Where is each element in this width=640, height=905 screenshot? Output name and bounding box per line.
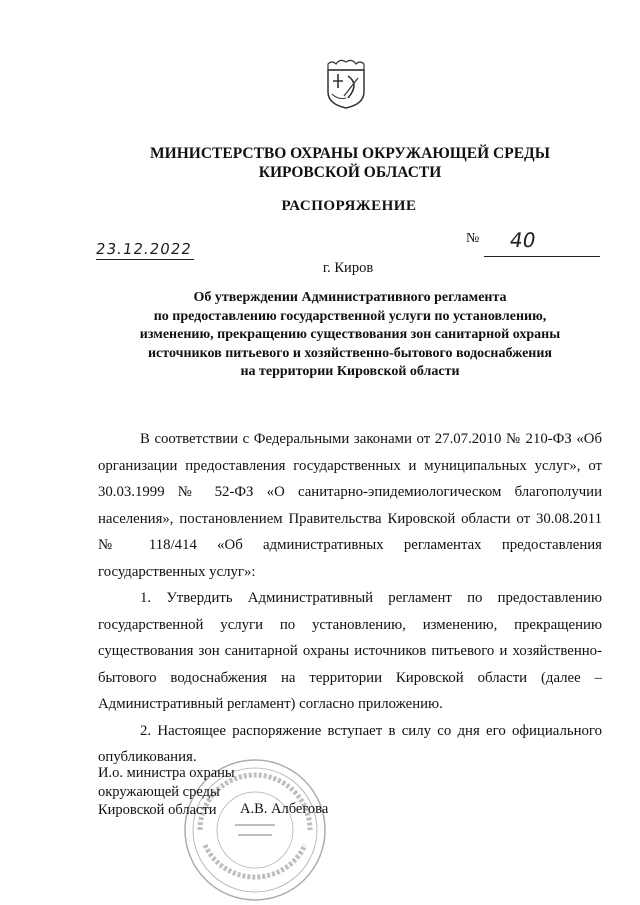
signature-line-2: окружающей среды <box>98 783 220 800</box>
signature-line-3: Кировской области <box>98 802 217 818</box>
ministry-line-1: МИНИСТЕРСТВО ОХРАНЫ ОКРУЖАЮЩЕЙ СРЕДЫ <box>150 145 550 162</box>
subject-line-2: по предоставлению государственной услуги по установлению, <box>153 308 547 324</box>
preamble-paragraph: В соответствии с Федеральными законами от 27.07.2010 № 210-ФЗ «Об организации предоставления государственных и муниципальных услуг», от 30.03.1999 № 52-ФЗ «О санитарно-эпидемиологическом благополучии населения», постановлением Правительства Кировской области от 30.08.2011 № 118/414 «Об административных регламентах предоставления государственных услуг»: <box>98 431 602 580</box>
signature-line-1: И.о. министра охраны <box>98 765 235 781</box>
ministry-header <box>0 144 640 182</box>
signatory-name: А.В. Албегова <box>240 801 329 817</box>
subject-line-1: Об утверждении Административного регламента <box>193 290 507 305</box>
order-body <box>98 426 602 771</box>
order-number: 40 <box>507 228 538 252</box>
signature-block <box>98 764 235 820</box>
ministry-line-2: КИРОВСКОЙ ОБЛАСТИ <box>258 164 442 181</box>
item-2-paragraph: 2. Настоящее распоряжение вступает в силу со дня его официального опубликования. <box>98 722 602 765</box>
subject-line-4: источников питьевого и хозяйственно-бытового водоснабжения <box>147 345 552 361</box>
subject-line-5: на территории Кировской области <box>240 364 460 379</box>
number-underline <box>484 256 600 257</box>
item-1-paragraph: 1. Утвердить Административный регламент по предоставлению государственной услуги по установлению, изменению, прекращению существования зон санитарной охраны источников питьевого и хозяйственно-бытового водоснабжения на территории Кировской области (далее – Административный регламент) согласно приложению. <box>98 590 602 712</box>
coat-of-arms-emblem <box>324 54 368 110</box>
city: г. Киров <box>322 260 374 276</box>
number-sign: № <box>466 231 480 246</box>
order-date: 23.12.2022 <box>94 240 194 258</box>
order-subject <box>0 289 640 382</box>
order-title: РАСПОРЯЖЕНИЕ <box>281 198 417 214</box>
subject-line-3: изменению, прекращению существования зон санитарной охраны <box>139 327 561 342</box>
